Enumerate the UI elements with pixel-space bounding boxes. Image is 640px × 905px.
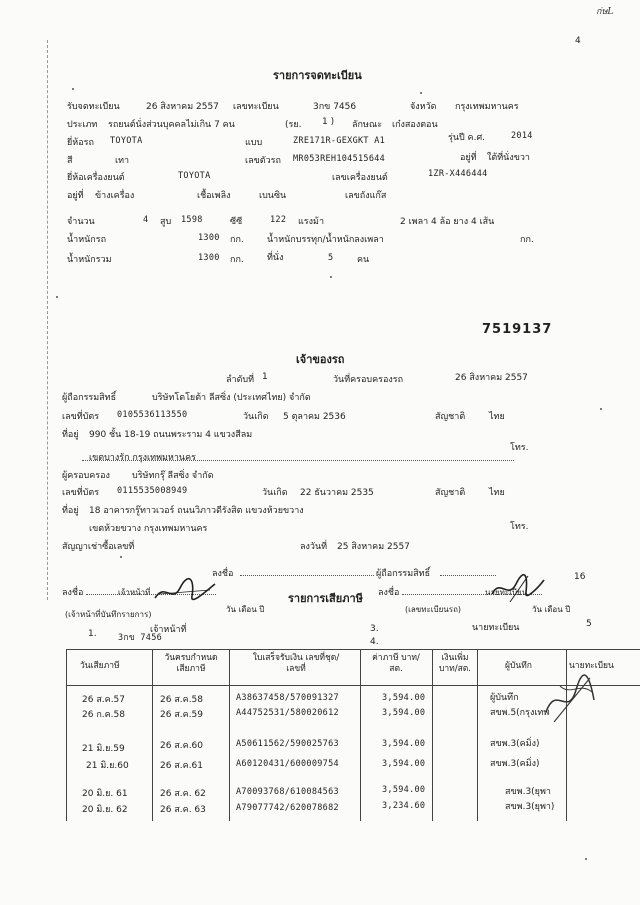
row-2-paid: 26 ก.ค.58: [82, 710, 125, 720]
holder-nationality-label: สัญชาติ: [435, 488, 466, 498]
province-label: จังหวัด: [410, 102, 437, 112]
row-4-paid: 21 มิ.ย.60: [86, 761, 129, 771]
recorder-stamp-scribble: [540, 672, 600, 726]
car-weight-label: น้ำหนักรถ: [67, 235, 107, 245]
row-2-tax: 3,594.00: [382, 708, 426, 718]
chassis-value: MR053REH104515644: [293, 154, 386, 164]
table-col-border-5: [477, 649, 478, 821]
row-2-recorder: สขพ.5(กรุงเทพ: [490, 708, 550, 718]
type-label: ประเภท: [67, 120, 98, 130]
ror-label: (รย.: [285, 120, 302, 130]
row-4-tax: 3,594.00: [382, 759, 426, 769]
hp-label: แรงม้า: [298, 217, 325, 227]
load-weight-label: น้ำหนักบรรทุก/น้ำหนักลงเพลา: [267, 235, 384, 245]
holder-address-line2: เขตห้วยขวาง กรุงเทพมหานคร: [89, 524, 208, 534]
left-signature-scribble: [150, 574, 220, 610]
owner-address-line1: 990 ชั้น 18-19 ถนนพระราม 4 แขวงสีลม: [89, 430, 253, 440]
row-6-receipt: A79077742/620078682: [236, 803, 339, 813]
row-1-recorder: ผู้บันทึก: [490, 693, 519, 703]
holder-name: บริษัทกรุ๊ ลีสซิ่ง จำกัด: [132, 471, 214, 481]
owner-sign-label: ลงชื่อ: [212, 569, 234, 579]
right-sign-label: ลงชื่อ: [378, 588, 400, 598]
table-col-border-0: [66, 649, 67, 821]
registration-title: รายการจดทะเบียน: [273, 69, 362, 82]
reg-no-label: เลขทะเบียน: [233, 102, 279, 112]
scan-speck: [120, 556, 122, 558]
style-value: เก๋งสองตอน: [392, 120, 438, 130]
scan-speck: [330, 276, 332, 278]
table-header-due: วันครบกำหนด เสียภาษี: [164, 653, 218, 674]
left-date: วัน เดือน ปี: [226, 605, 265, 614]
corner-annotation: ก่ษL: [596, 7, 614, 17]
color-label: สี: [67, 156, 73, 166]
row-6-tax: 3,234.60: [382, 801, 426, 811]
sequence-label: ลำดับที่: [226, 375, 255, 385]
table-header-receipt: ใบเสร็จรับเงิน เลขที่ชุด/เลขที่: [252, 653, 340, 674]
row-4-due: 26 ส.ค.61: [160, 761, 204, 771]
left-officer-label: เจ้าหน้าที่: [118, 588, 151, 597]
chassis-location-label: อยู่ที่: [460, 153, 477, 163]
table-header-recorder: ผู้บันทึก: [505, 661, 532, 671]
chassis-location-value: ใต้ที่นั่งขวา: [487, 153, 530, 163]
seat-label: ที่นั่ง: [267, 253, 284, 263]
right-date: วัน เดือน ปี: [532, 605, 571, 614]
table-col-border-1: [152, 649, 153, 821]
row-1-receipt: A38637458/570091327: [236, 693, 339, 703]
table-col-border-3: [360, 649, 361, 821]
cc-value: 1598: [181, 215, 203, 225]
row-4-recorder: สขพ.3(คมิ่ง): [490, 759, 540, 769]
engine-no-label: เลขเครื่องยนต์: [332, 173, 388, 183]
style-label: ลักษณะ: [352, 120, 383, 130]
chassis-label: เลขตัวรถ: [245, 156, 281, 166]
owner-title: เจ้าของรถ: [296, 353, 345, 366]
owner-sign-role: ผู้ถือกรรมสิทธิ์: [376, 569, 431, 579]
owner-id-value: 0105536113550: [117, 410, 188, 420]
cc-label: ซีซี: [230, 217, 243, 227]
tax-item-3-no: 3.: [370, 624, 379, 634]
holder-nationality-value: ไทย: [489, 488, 505, 498]
table-header-officer: นายทะเบียน: [569, 661, 614, 671]
reg-no-value: 3กข 7456: [313, 102, 357, 112]
row-1-paid: 26 ส.ค.57: [82, 695, 126, 705]
scan-speck: [420, 92, 422, 94]
row-2-receipt: A44752531/580020612: [236, 708, 339, 718]
tax-item-5-no: 5: [586, 619, 592, 629]
engine-brand-label: ยี่ห้อเครื่องยนต์: [67, 173, 125, 183]
right-officer-title: นายทะเบียน: [472, 623, 520, 633]
owner-nationality-label: สัญชาติ: [435, 412, 466, 422]
row-4-receipt: A60120431/600009754: [236, 759, 339, 769]
scan-speck: [600, 408, 602, 410]
left-officer-title: เจ้าหน้าที่: [150, 625, 187, 635]
row-6-due: 26 ส.ค. 63: [160, 805, 206, 815]
reg-date-value: 26 สิงหาคม 2557: [146, 102, 219, 112]
gross-weight-label: น้ำหนักรวม: [67, 255, 112, 265]
holder-address-line1: 18 อาคารกรู๊ทาวเวอร์ ถนนวิภาวดีรังสิต แขวงห้วยขวาง: [89, 506, 304, 516]
row-5-tax: 3,594.00: [382, 785, 426, 795]
owner-birth-value: 5 ตุลาคม 2536: [283, 412, 346, 422]
holder-address-label: ที่อยู่: [62, 506, 79, 516]
cylinder-count: 4: [143, 215, 149, 225]
owner-label: ผู้ถือกรรมสิทธิ์: [62, 393, 117, 403]
sequence-value: 1: [262, 372, 268, 382]
row-3-recorder: สขพ.3(คมิ่ง): [490, 739, 540, 749]
model-year-value: 2014: [511, 131, 533, 141]
margin-line: [47, 40, 48, 600]
province-value: กรุงเทพมหานคร: [455, 102, 519, 112]
row-5-receipt: A70093768/610084563: [236, 787, 339, 797]
tax-item-1-value: 3กข 7456: [118, 633, 163, 643]
seat-value: 5: [328, 253, 334, 263]
row-5-paid: 20 มิ.ย. 61: [82, 789, 128, 799]
load-weight-unit: กก.: [520, 235, 534, 245]
owner-phone-label: โทร.: [510, 443, 529, 453]
car-weight-value: 1300: [198, 233, 220, 243]
engine-location-value: ข้างเครื่อง: [95, 191, 135, 201]
left-caption: (เจ้าหน้าที่บันทึกรายการ): [65, 610, 152, 619]
color-value: เทา: [115, 156, 130, 166]
car-weight-unit: กก.: [230, 235, 244, 245]
scan-speck: [72, 88, 74, 90]
fuel-label: เชื้อเพลิง: [197, 191, 231, 201]
row-3-receipt: A50611562/590025763: [236, 739, 339, 749]
document-number: 7519137: [482, 322, 553, 337]
ror-value: 1 ): [322, 117, 335, 127]
page-number: 4: [575, 36, 581, 46]
row-3-due: 26 ส.ค.60: [160, 741, 204, 751]
owner-name: บริษัทโตโยต้า ลีสซิ่ง (ประเทศไทย) จำกัด: [152, 393, 311, 403]
sign-date-value: 25 สิงหาคม 2557: [337, 542, 410, 552]
owner-id-label: เลขที่บัตร: [62, 412, 100, 422]
number-16: 16: [574, 572, 586, 582]
holder-id-value: 0115535008949: [117, 486, 188, 496]
row-5-recorder: สขพ.3(ยุพา: [505, 787, 551, 797]
row-6-paid: 20 มิ.ย. 62: [82, 805, 128, 815]
row-3-paid: 21 มิ.ย.59: [82, 744, 125, 754]
axle-text: 2 เพลา 4 ล้อ ยาง 4 เส้น: [400, 217, 495, 227]
table-col-border-4: [432, 649, 433, 821]
row-1-tax: 3,594.00: [382, 693, 426, 703]
person-label: คน: [357, 255, 370, 265]
row-6-recorder: สขพ.3(ยุพา): [505, 802, 555, 812]
row-3-tax: 3,594.00: [382, 739, 426, 749]
type-value: รถยนต์นั่งส่วนบุคคลไม่เกิน 7 คน: [108, 120, 235, 130]
tax-section-title: รายการเสียภาษี: [288, 592, 363, 605]
gross-weight-unit: กก.: [230, 255, 244, 265]
brand-value: TOYOTA: [110, 136, 143, 146]
engine-no-value: 1ZR-X446444: [428, 169, 488, 179]
cylinder-label: สูบ: [160, 217, 172, 227]
table-header-tax: ค่าภาษี บาท/สต.: [372, 653, 420, 674]
engine-location-label: อยู่ที่: [67, 191, 84, 201]
table-header-paid: วันเสียภาษี: [80, 661, 120, 671]
owner-address-line2: เขตบางรัก กรุงเทพมหานคร: [89, 453, 196, 463]
model-year-label: รุ่นปี ค.ศ.: [448, 133, 486, 143]
row-1-due: 26 ส.ค.58: [160, 695, 204, 705]
right-officer-title-small: นายทะเบียน: [485, 588, 528, 597]
model-label: แบบ: [245, 138, 263, 148]
fuel-value: เบนซิน: [259, 191, 287, 201]
hire-contract-label: สัญญาเช่าซื้อเลขที่: [62, 542, 135, 552]
owner-divider: [82, 460, 514, 461]
left-sign-label: ลงชื่อ: [62, 588, 84, 598]
reg-date-label: รับจดทะเบียน: [67, 102, 120, 112]
right-caption: (เลขทะเบียนรถ): [405, 605, 462, 614]
possession-date-label: วันที่ครอบครองรถ: [333, 375, 404, 385]
sign-date-label: ลงวันที่: [300, 542, 328, 552]
holder-id-label: เลขที่บัตร: [62, 488, 100, 498]
engine-brand-value: TOYOTA: [178, 171, 211, 181]
holder-label: ผู้ครอบครอง: [62, 471, 110, 481]
model-value: ZRE171R-GEXGKT A1: [293, 136, 386, 146]
tax-item-1-no: 1.: [88, 629, 97, 639]
gas-tank-label: เลขถังแก๊ส: [345, 191, 387, 201]
holder-birth-value: 22 ธันวาคม 2535: [300, 488, 374, 498]
table-header-extra: เงินเพิ่ม บาท/สต.: [438, 653, 472, 674]
brand-label: ยี่ห้อรถ: [67, 138, 94, 148]
holder-phone-label: โทร.: [510, 522, 529, 532]
owner-nationality-value: ไทย: [489, 412, 505, 422]
count-label: จำนวน: [67, 217, 95, 227]
gross-weight-value: 1300: [198, 253, 220, 263]
owner-birth-label: วันเกิด: [243, 412, 269, 422]
right-signature-scribble: [488, 572, 548, 606]
hp-value: 122: [270, 215, 287, 225]
owner-sign-line: [240, 575, 374, 576]
scan-speck: [56, 296, 58, 298]
row-5-due: 26 ส.ค. 62: [160, 789, 206, 799]
table-col-border-2: [229, 649, 230, 821]
possession-date-value: 26 สิงหาคม 2557: [455, 373, 528, 383]
holder-birth-label: วันเกิด: [262, 488, 288, 498]
tax-item-4-no: 4.: [370, 637, 379, 647]
scan-speck: [585, 858, 587, 860]
row-2-due: 26 ส.ค.59: [160, 710, 204, 720]
owner-address-label: ที่อยู่: [62, 430, 79, 440]
